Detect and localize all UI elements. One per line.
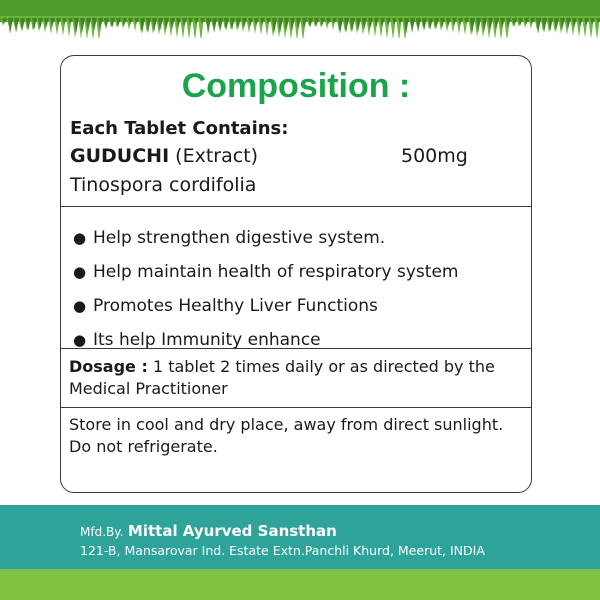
bullet-icon: ●: [73, 229, 87, 247]
botanical-name: Tinospora cordifolia: [70, 174, 257, 196]
benefit-item: ● Promotes Healthy Liver Functions: [73, 289, 531, 323]
dosage-section: [61, 349, 531, 407]
ingredient-form: (Extract): [169, 145, 259, 167]
ingredient-line: [70, 142, 531, 171]
manufacturer-band: [0, 505, 600, 569]
bullet-icon: ●: [73, 331, 87, 349]
manufacturer-name: Mittal Ayurved Sansthan: [127, 522, 337, 540]
dosage-label: Dosage :: [69, 357, 148, 376]
manufacturer-line: [80, 522, 337, 541]
composition-title: Composition :: [181, 67, 411, 105]
benefits-list: [61, 207, 531, 348]
composition-card: [60, 55, 532, 493]
benefit-item: ● Its help Immunity enhance: [73, 323, 531, 357]
storage-instructions: Store in cool and dry place, away from direct sunlight. Do not refrigerate.: [69, 415, 504, 456]
ingredient-dose: 500mg: [401, 145, 468, 167]
benefit-item: ● Help maintain health of respiratory system: [73, 255, 531, 289]
grass-border-decoration: [0, 0, 600, 38]
manufacturer-address: 121-B, Mansarovar Ind. Estate Extn.Panchli Khurd, Meerut, INDIA: [80, 543, 485, 558]
benefit-item: ● Help strengthen digestive system.: [73, 221, 531, 255]
bullet-icon: ●: [73, 263, 87, 281]
bullet-icon: ●: [73, 297, 87, 315]
manufacturer-prefix: Mfd.By.: [80, 525, 124, 539]
bottom-green-bar: [0, 569, 600, 600]
tablet-contents-header: Each Tablet Contains:: [70, 118, 289, 139]
dosage-text: 1 tablet 2 times daily or as directed by the Medical Practitioner: [69, 357, 495, 398]
ingredient-name: GUDUCHI: [70, 145, 170, 167]
composition-section: [61, 108, 531, 200]
